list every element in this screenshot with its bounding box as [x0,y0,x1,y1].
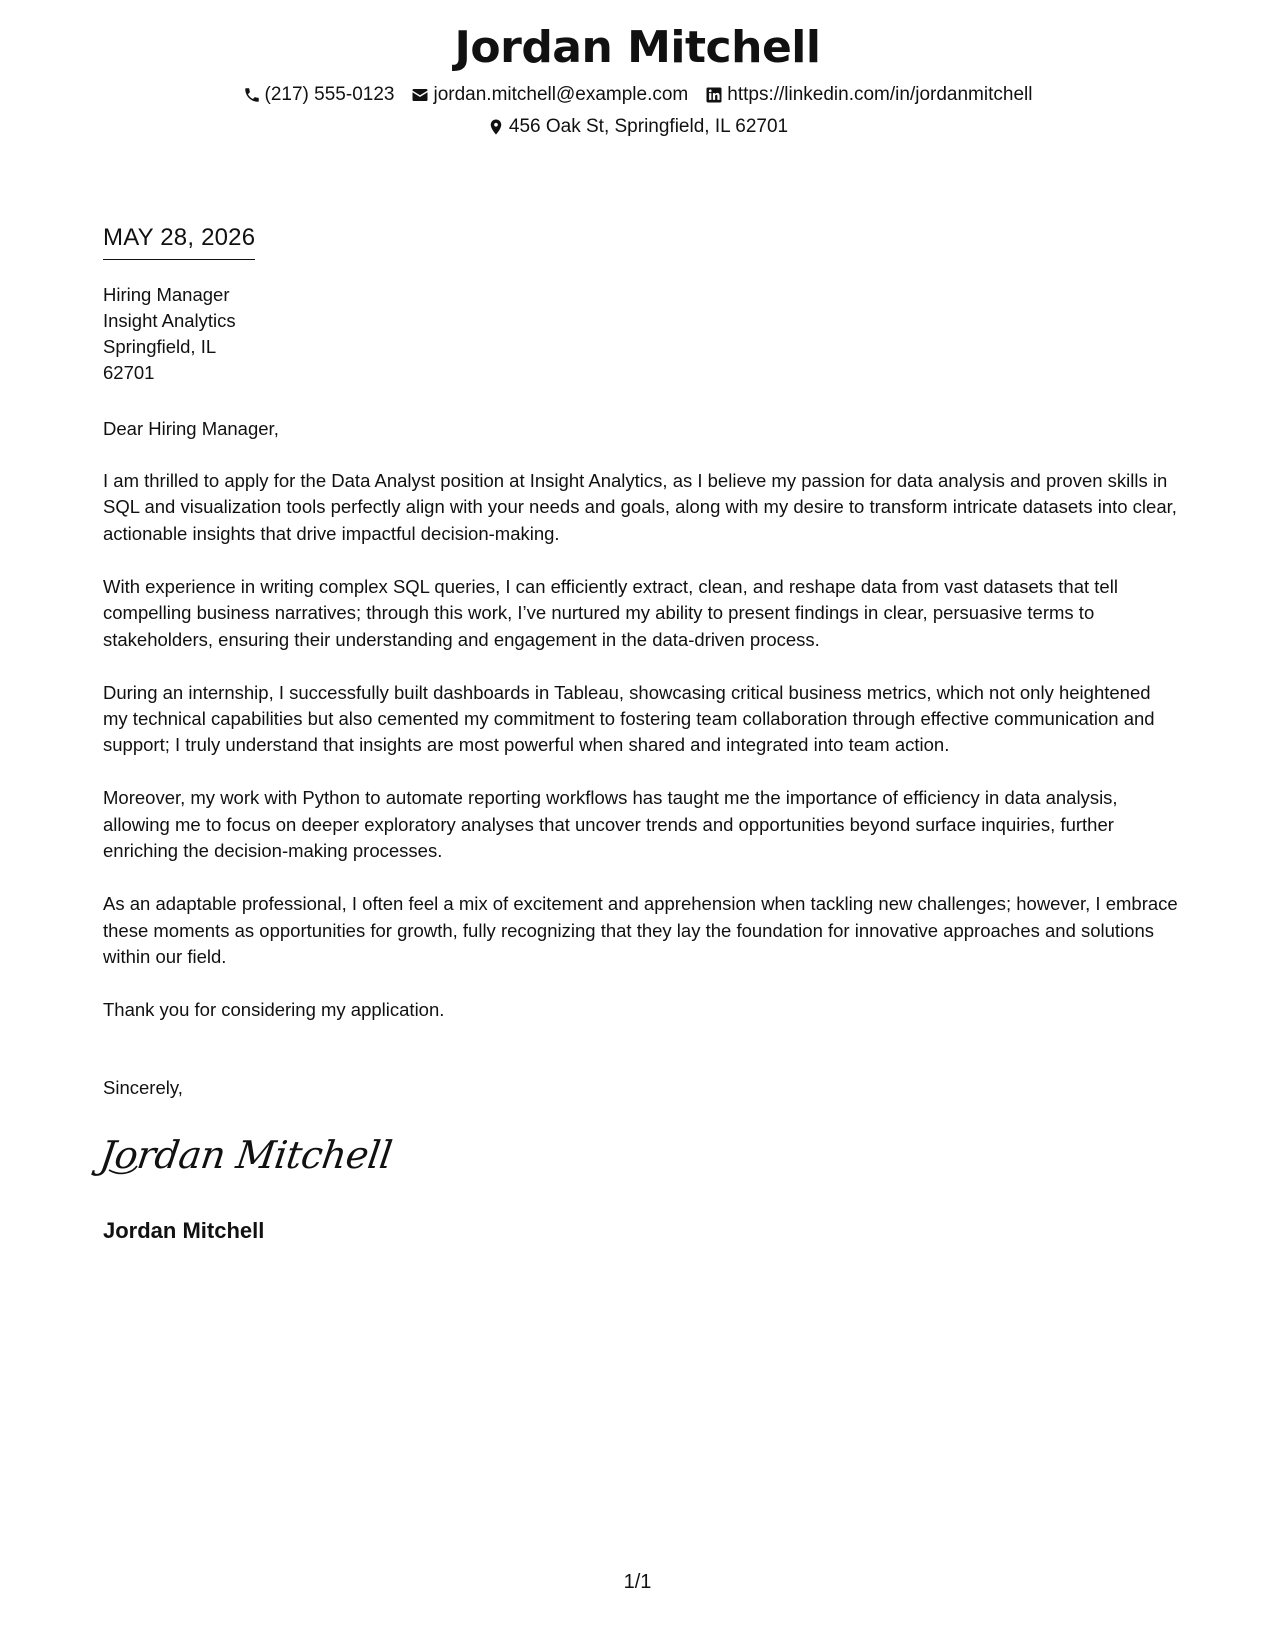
letter-header [0,20,1275,139]
svg-text:Jordan Mitchell: Jordan Mitchell [97,1134,395,1178]
phone-icon [243,86,261,104]
thanks-line: Thank you for considering my application. [103,999,445,1020]
linkedin-contact[interactable] [705,83,1032,107]
address-line [0,115,1275,139]
address-contact [487,115,788,139]
body-paragraph: I am thrilled to apply for the Data Analyst position at Insight Analytics, as I believe my passion for data analysis and proven skills in SQL and visualization tools perfectly align with your needs and goals, along with my desire to transform intricate datasets into clear, actionable insights that drive impactful decision-making. [103,470,1177,544]
body-paragraph: Moreover, my work with Python to automate reporting workflows has taught me the importance of efficiency in data analysis, allowing me to focus on deeper exploratory analyses that uncover trends and opportunities beyond surface inquiries, further enriching the decision-making processes. [103,787,1118,862]
handwritten-signature [97,1122,395,1180]
body-paragraph: As an adaptable professional, I often feel a mix of excitement and apprehension when tackling new challenges; however, I embrace these moments as opportunities for growth, fully recognizing that they lay the foundation for innovative approaches and solutions within our field. [103,893,1178,968]
phone-number: (217) 555-0123 [264,84,395,105]
letter-date-block [103,222,255,260]
signer-name: Jordan Mitchell [103,1218,265,1243]
recipient-title: Hiring Manager [103,284,230,305]
email-contact[interactable] [411,83,688,107]
letter-body [103,468,1178,997]
linkedin-icon [705,86,723,104]
email-address[interactable]: jordan.mitchell@example.com [433,84,689,105]
body-paragraph: With experience in writing complex SQL queries, I can efficiently extract, clean, and reshape data from vast datasets that tell compelling business narratives; through this work, I’ve nurtured my ability to present findings in clear, persuasive terms to stakeholders, ensuring their understanding and engagement in the data-driven process. [103,575,1118,650]
recipient-block [103,282,1178,386]
recipient-city-state: Springfield, IL [103,336,217,357]
street-address: 456 Oak St, Springfield, IL 62701 [508,116,789,137]
recipient-zip: 62701 [103,362,155,383]
body-paragraph: During an internship, I successfully built dashboards in Tableau, showcasing critical business metrics, which not only heightened my technical capabilities but also cemented my commitment to fostering team collaboration through effective communication and support; I truly understand that insights are most powerful when shared and integrated into team action. [103,681,1155,756]
contact-line [0,83,1275,107]
envelope-icon [411,86,429,104]
signature-image [97,1122,395,1180]
recipient-company: Insight Analytics [103,310,236,331]
closing-line: Sincerely, [103,1077,183,1098]
applicant-name: Jordan Mitchell [454,22,821,73]
salutation: Dear Hiring Manager, [103,418,279,439]
letter-date: MAY 28, 2026 [103,222,255,260]
map-pin-icon [487,118,505,136]
linkedin-url[interactable]: https://linkedin.com/in/jordanmitchell [727,84,1033,105]
page-number: 1/1 [623,1571,652,1593]
phone-contact [243,83,395,107]
